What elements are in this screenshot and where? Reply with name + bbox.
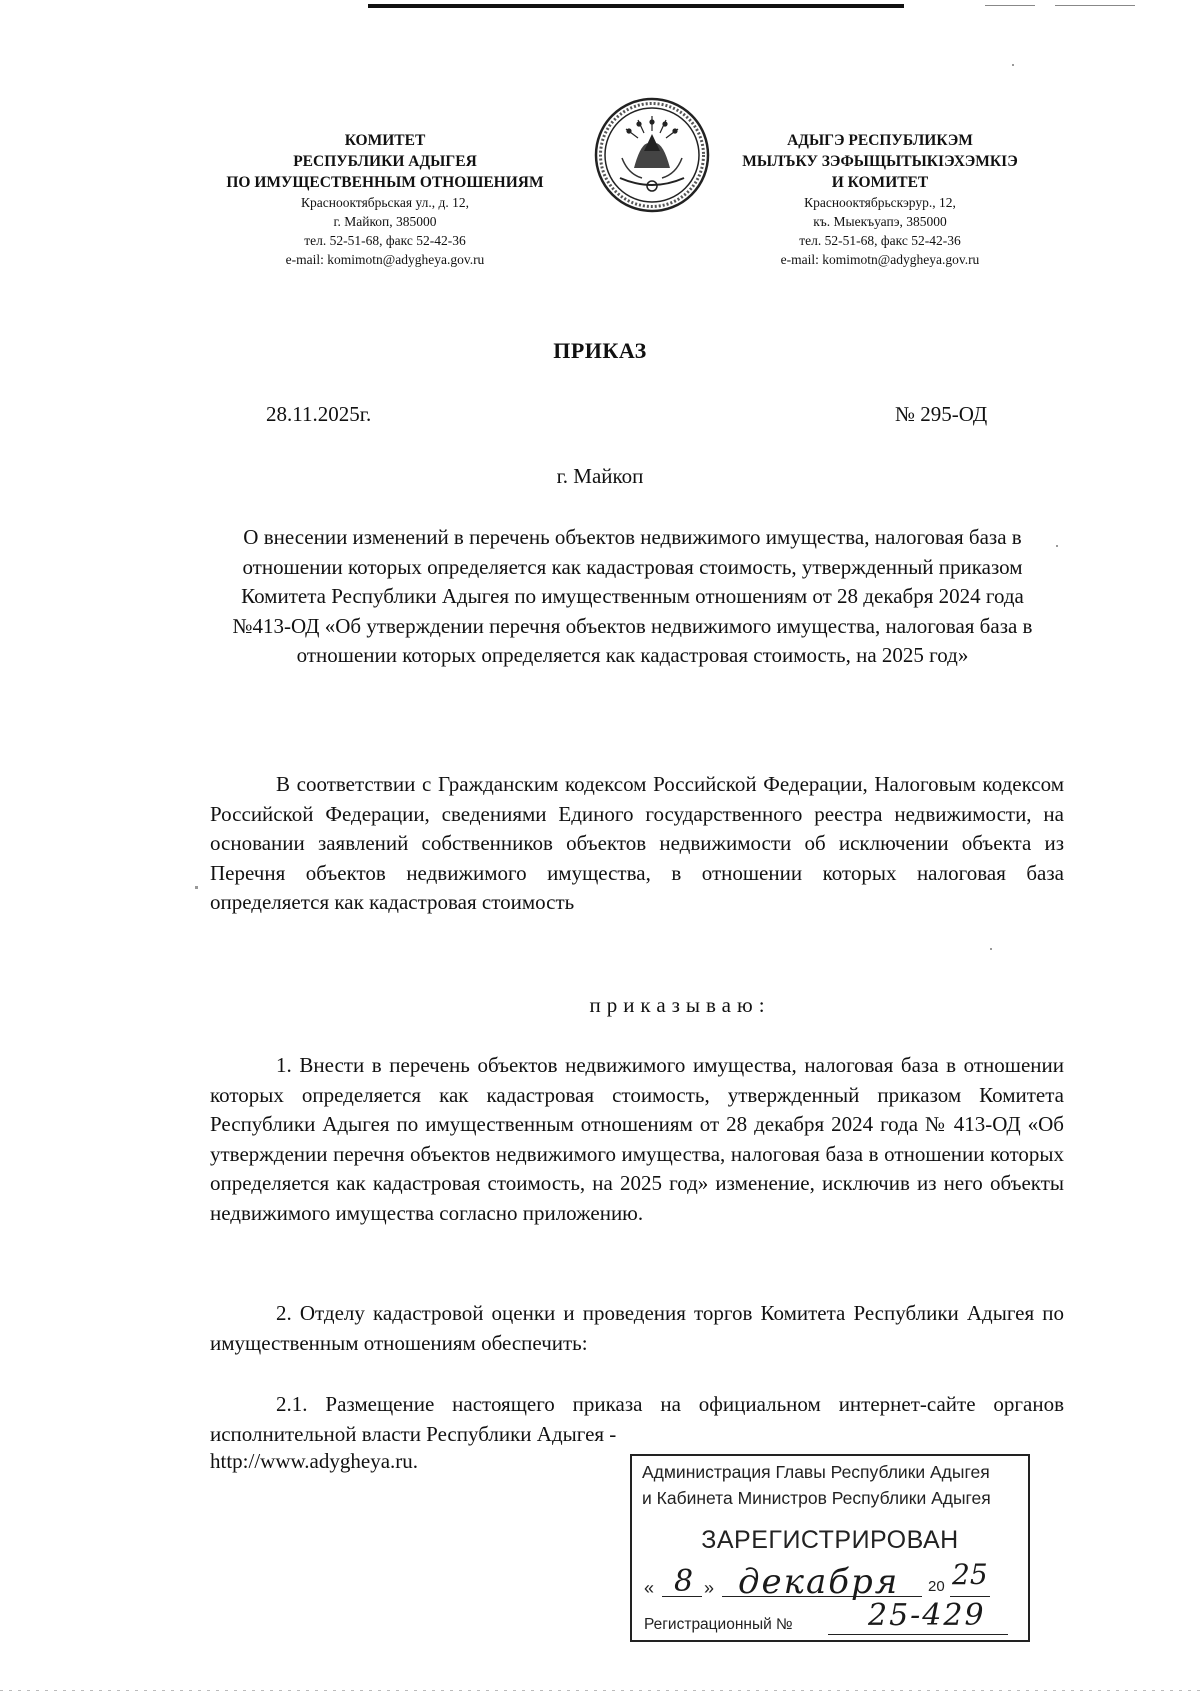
header-left xyxy=(195,130,575,269)
orders-word: приказываю: xyxy=(589,993,771,1017)
address-line: къ. Мыекъуапэ, 385000 xyxy=(813,214,947,229)
adygea-coat-of-arms-icon xyxy=(582,96,722,214)
email-line: e-mail: komimotn@adygheya.gov.ru xyxy=(285,252,485,267)
stamp-authority-line: Администрация Главы Республики Адыгея xyxy=(642,1462,990,1482)
stamp-year-prefix: 20 xyxy=(928,1578,945,1595)
website-url: http://www.adygheya.ru. xyxy=(210,1449,419,1473)
regno-underline xyxy=(828,1634,1008,1635)
handwritten-registration-number: 25-429 xyxy=(868,1598,986,1633)
stamp-quote-open: « xyxy=(644,1578,655,1598)
address-line: г. Майкоп, 385000 xyxy=(333,214,437,229)
stamp-quote-close: » xyxy=(704,1578,715,1598)
handwritten-month: декабря xyxy=(738,1562,900,1602)
registration-number-label: Регистрационный № xyxy=(644,1616,793,1633)
phone-line: тел. 52-51-68, факс 52-42-36 xyxy=(304,233,466,248)
order-item-2-1: 2.1. Размещение настоящего приказа на официальном интернет-сайте органов исполнительной власти Республики Адыгея - xyxy=(210,1392,1064,1446)
document-number: № 295-ОД xyxy=(895,402,988,426)
org-name-line: МЫЛЪКУ ЗЭФЫЩЫТЫКIЭХЭМКIЭ xyxy=(742,153,1018,170)
handwritten-year: 25 xyxy=(952,1558,988,1591)
org-name-line: ПО ИМУЩЕСТВЕННЫМ ОТНОШЕНИЯМ xyxy=(226,174,544,191)
header-right xyxy=(715,130,1045,269)
handwritten-day: 8 xyxy=(674,1564,694,1599)
year-underline xyxy=(950,1596,990,1597)
top-scan-line xyxy=(368,4,904,8)
registration-stamp xyxy=(630,1454,1030,1642)
org-name-line: КОМИТЕТ xyxy=(344,132,426,149)
document-date: 28.11.2025г. xyxy=(266,402,372,426)
scan-speck xyxy=(990,948,992,950)
phone-line: тел. 52-51-68, факс 52-42-36 xyxy=(799,233,961,248)
stamp-regno-row xyxy=(642,1598,1022,1638)
scan-mark xyxy=(985,5,1035,6)
scan-mark xyxy=(1055,5,1135,6)
scan-speck xyxy=(195,886,198,889)
preamble-paragraph: В соответствии с Гражданским кодексом Российской Федерации, Налоговым кодексом Российской Федерации, сведениями Единого государственного реестра недвижимости, на основании заявлений собственников объектов недвижимости об исключении объекта из Перечня объектов недвижимого имущества, в отношении которых налоговая база определяется как кадастровая стоимость xyxy=(210,772,1064,914)
org-name-line: И КОМИТЕТ xyxy=(831,174,929,191)
address-line: Краснооктябрьскэрур., 12, xyxy=(804,195,956,210)
stamp-registered-label: ЗАРЕГИСТРИРОВАН xyxy=(701,1526,959,1554)
document-title: ПРИКАЗ xyxy=(553,338,647,363)
org-name-line: АДЫГЭ РЕСПУБЛИКЭМ xyxy=(787,132,973,149)
org-name-line: РЕСПУБЛИКИ АДЫГЕЯ xyxy=(293,153,477,170)
scan-bottom-edge xyxy=(0,1690,1200,1691)
stamp-date-row xyxy=(642,1558,1022,1602)
document-city: г. Майкоп xyxy=(556,464,644,488)
stamp-authority-line: и Кабинета Министров Республики Адыгея xyxy=(642,1488,991,1508)
document-subject: О внесении изменений в перечень объектов недвижимого имущества, налоговая база в отношении которых определяется как кадастровая стоимость, утвержденный приказом Комитета Республики Адыгея по имущественным отношениям от 28 декабря 2024 года №413-ОД «Об утверждении перечня объектов недвижимого имущества, налоговая база в отношении которых определяется как кадастровая стоимость, на 2025 год» xyxy=(232,525,1033,667)
address-line: Краснооктябрьская ул., д. 12, xyxy=(301,195,469,210)
scan-speck xyxy=(1012,64,1014,66)
scan-speck xyxy=(1056,545,1058,547)
order-item-1: 1. Внести в перечень объектов недвижимого имущества, налоговая база в отношении которых определяется как кадастровая стоимость, утвержденный приказом Комитета Республики Адыгея по имущественным отношениям от 28 декабря 2024 года № 413-ОД «Об утверждении перечня объектов недвижимого имущества, налоговая база в отношении которых определяется как кадастровая стоимость, на 2025 год» изменение, исключив из него объекты недвижимого имущества согласно приложению. xyxy=(210,1053,1064,1225)
email-line: e-mail: komimotn@adygheya.gov.ru xyxy=(780,252,980,267)
order-item-2: 2. Отделу кадастровой оценки и проведения торгов Комитета Республики Адыгея по имущественным отношениям обеспечить: xyxy=(210,1301,1064,1355)
